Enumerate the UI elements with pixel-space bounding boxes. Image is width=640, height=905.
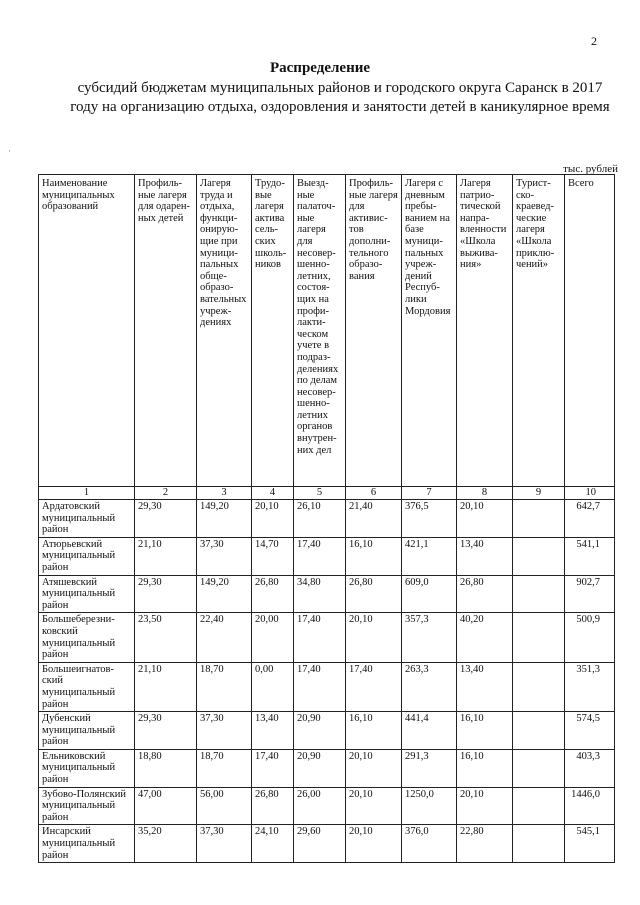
document-title: Распределение (269, 60, 371, 76)
scan-mark: · (8, 146, 11, 156)
table-cell: 16,10 (346, 537, 402, 575)
table-cell: 421,1 (402, 537, 457, 575)
table-row (39, 712, 615, 750)
table-cell: 37,30 (197, 537, 252, 575)
row-total: 902,7 (565, 575, 615, 613)
document-subtitle: субсидий бюджетам муниципальных районов и городского округа Саранск в 2017 году на организацию отдыха, оздоровления и занятости детей в каникулярное время (70, 80, 610, 115)
unit-label: тыс. рублей (563, 163, 618, 175)
table-cell (513, 662, 565, 711)
column-number: 4 (252, 487, 294, 500)
column-header: Всего (565, 175, 615, 487)
table-cell: 20,10 (346, 613, 402, 662)
table-cell: 21,10 (135, 662, 197, 711)
table-cell: 21,40 (346, 500, 402, 538)
table-cell: 20,90 (294, 749, 346, 787)
table-cell: 26,80 (252, 787, 294, 825)
table-cell: 149,20 (197, 500, 252, 538)
table-cell: 18,80 (135, 749, 197, 787)
table-cell: 16,10 (457, 749, 513, 787)
table-cell: 17,40 (294, 662, 346, 711)
table-cell (513, 500, 565, 538)
table-row (39, 825, 615, 863)
column-number: 8 (457, 487, 513, 500)
table-row (39, 537, 615, 575)
table-cell: 47,00 (135, 787, 197, 825)
column-header: Туристско-краеведческие лагеря «Школа приключений» (513, 175, 565, 487)
column-header: Лагеря патриотической направленности «Школа выживания» (457, 175, 513, 487)
column-number: 10 (565, 487, 615, 500)
table-cell: 29,30 (135, 500, 197, 538)
table-cell: 20,10 (346, 825, 402, 863)
column-number: 1 (39, 487, 135, 500)
table-cell: 20,10 (252, 500, 294, 538)
table-cell: 21,10 (135, 537, 197, 575)
table-row (39, 662, 615, 711)
column-header: Выездные палаточные лагеря для несовершеннолетних, состоящих на профилактическом учете в подразделениях по делам несовершеннолетних органов внутренних дел (294, 175, 346, 487)
row-total: 574,5 (565, 712, 615, 750)
column-number: 6 (346, 487, 402, 500)
table-cell: 20,10 (346, 749, 402, 787)
table-row (39, 575, 615, 613)
table-cell (513, 575, 565, 613)
column-number: 3 (197, 487, 252, 500)
table-cell: 22,40 (197, 613, 252, 662)
table-cell: 357,3 (402, 613, 457, 662)
table-cell: 17,40 (294, 537, 346, 575)
table-cell: 29,30 (135, 575, 197, 613)
table-cell: 20,90 (294, 712, 346, 750)
table-cell: 17,40 (252, 749, 294, 787)
district-name: Большеберезниковский муниципальный район (39, 613, 135, 662)
column-header: Профильные лагеря для одаренных детей (135, 175, 197, 487)
row-total: 541,1 (565, 537, 615, 575)
table-cell: 13,40 (457, 537, 513, 575)
table-cell: 609,0 (402, 575, 457, 613)
row-total: 403,3 (565, 749, 615, 787)
district-name: Ельниковский муниципальный район (39, 749, 135, 787)
table-cell: 34,80 (294, 575, 346, 613)
table-cell: 18,70 (197, 662, 252, 711)
district-name: Инсарский муниципальный район (39, 825, 135, 863)
table-row (39, 613, 615, 662)
column-number: 5 (294, 487, 346, 500)
table-cell: 376,5 (402, 500, 457, 538)
table-cell: 376,0 (402, 825, 457, 863)
table-cell: 17,40 (346, 662, 402, 711)
page-number: 2 (591, 34, 597, 48)
table-cell: 37,30 (197, 712, 252, 750)
row-total: 1446,0 (565, 787, 615, 825)
table-cell (513, 537, 565, 575)
table-cell: 441,4 (402, 712, 457, 750)
table-cell: 26,10 (294, 500, 346, 538)
table-cell: 26,00 (294, 787, 346, 825)
table-cell: 149,20 (197, 575, 252, 613)
column-header: Лагеря труда и отдыха, функционирующие при муниципальных общеобразовательных учреждениях (197, 175, 252, 487)
table-cell: 14,70 (252, 537, 294, 575)
district-name: Большеигнатовский муниципальный район (39, 662, 135, 711)
table-cell: 20,10 (457, 500, 513, 538)
row-total: 351,3 (565, 662, 615, 711)
table-cell: 0,00 (252, 662, 294, 711)
district-name: Зубово-Полянский муниципальный район (39, 787, 135, 825)
row-total: 500,9 (565, 613, 615, 662)
table-cell: 16,10 (346, 712, 402, 750)
row-total: 545,1 (565, 825, 615, 863)
table-header-row (39, 175, 615, 487)
column-header: Лагеря с дневным пребыванием на базе муниципальных учреждений Республики Мордовия (402, 175, 457, 487)
table-cell: 20,10 (457, 787, 513, 825)
column-number-row (39, 487, 615, 500)
table-row (39, 500, 615, 538)
row-total: 642,7 (565, 500, 615, 538)
column-number: 9 (513, 487, 565, 500)
table-cell: 37,30 (197, 825, 252, 863)
table-cell (513, 749, 565, 787)
column-number: 7 (402, 487, 457, 500)
column-header: Профильные лагеря для активистов дополнительного образования (346, 175, 402, 487)
table-cell (513, 613, 565, 662)
table-cell: 18,70 (197, 749, 252, 787)
subsidy-table (38, 174, 615, 863)
district-name: Атяшевский муниципальный район (39, 575, 135, 613)
district-name: Дубенский муниципальный район (39, 712, 135, 750)
table-cell: 35,20 (135, 825, 197, 863)
table-cell: 16,10 (457, 712, 513, 750)
table-cell: 26,80 (252, 575, 294, 613)
table-cell: 26,80 (346, 575, 402, 613)
table-cell (513, 787, 565, 825)
district-name: Атюрьевский муниципальный район (39, 537, 135, 575)
table-cell: 20,00 (252, 613, 294, 662)
table-cell: 22,80 (457, 825, 513, 863)
table-cell: 29,30 (135, 712, 197, 750)
table-row (39, 787, 615, 825)
table-cell: 23,50 (135, 613, 197, 662)
table-cell: 13,40 (457, 662, 513, 711)
table-cell: 263,3 (402, 662, 457, 711)
table-row (39, 749, 615, 787)
table-cell: 26,80 (457, 575, 513, 613)
district-name: Ардатовский муниципальный район (39, 500, 135, 538)
table-cell: 17,40 (294, 613, 346, 662)
column-header: Наименование муниципальных образований (39, 175, 135, 487)
table-cell: 291,3 (402, 749, 457, 787)
table-cell (513, 825, 565, 863)
table-cell: 13,40 (252, 712, 294, 750)
table-cell: 56,00 (197, 787, 252, 825)
table-cell: 1250,0 (402, 787, 457, 825)
table-cell: 40,20 (457, 613, 513, 662)
table-cell: 20,10 (346, 787, 402, 825)
table-cell (513, 712, 565, 750)
table-cell: 24,10 (252, 825, 294, 863)
table-cell: 29,60 (294, 825, 346, 863)
column-header: Трудовые лагеря актива сельских школьников (252, 175, 294, 487)
column-number: 2 (135, 487, 197, 500)
